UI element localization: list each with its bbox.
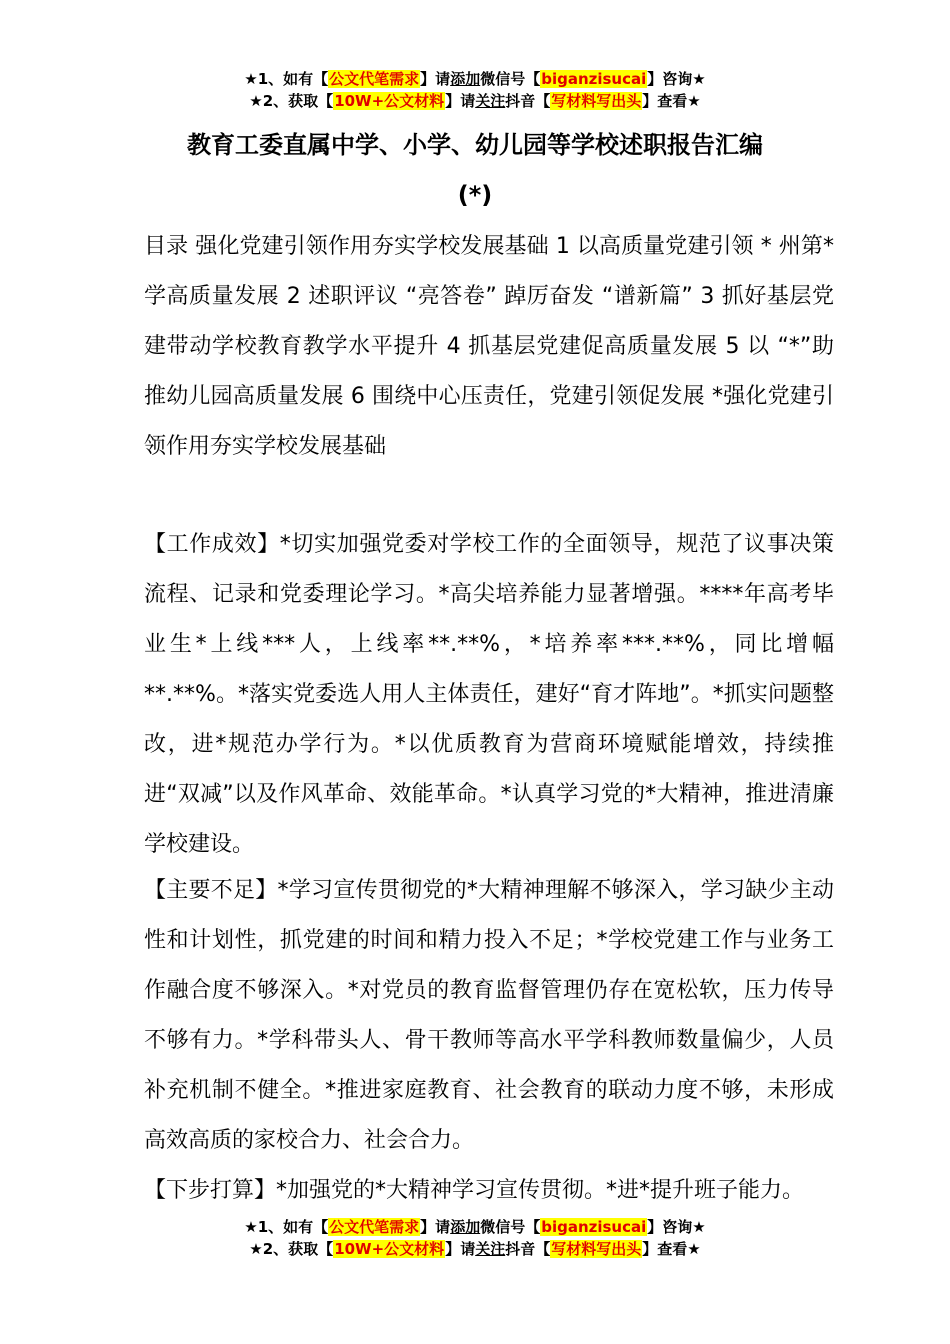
document-title-suffix: (*)	[457, 181, 493, 209]
section-achievements: 【工作成效】*切实加强党委对学校工作的全面领导，规范了议事决策流程、记录和党委理论学习。*高尖培养能力显著增强。****年高考毕业生*上线***人，上线率**.**%，*培养率***.**%，同比增幅**.**%。*落实党委选人用人主体责任，建好“育才阵地”。*抓实问题整改，进*规范办学行为。*以优质教育为营商环境赋能增效，持续推进“双减”以及作风革命、效能革命。*认真学习党的*大精神，推进清廉学校建设。	[144, 532, 834, 857]
promo-highlight: biganzisucai	[541, 70, 647, 88]
promo-text: ★1、如有【	[244, 1218, 329, 1236]
promo-highlight: biganzisucai	[541, 1218, 647, 1236]
promo-text: 】请	[445, 92, 476, 110]
bottom-promo-banner	[0, 1216, 950, 1260]
promo-line-1	[0, 68, 950, 90]
promo-text: 】咨询★	[647, 70, 706, 88]
promo-text: 微信号【	[480, 1218, 541, 1236]
promo-line-2	[0, 1238, 950, 1260]
promo-text: 】查看★	[642, 92, 701, 110]
promo-text: 】查看★	[642, 1240, 701, 1258]
promo-underlined: 添加	[450, 70, 481, 88]
promo-text: 】咨询★	[647, 1218, 706, 1236]
promo-text: 】请	[445, 1240, 476, 1258]
promo-text: ★2、获取【	[249, 92, 334, 110]
promo-underlined: 关注	[475, 1240, 506, 1258]
promo-underlined: 关注	[475, 92, 506, 110]
promo-highlight: 写材料写出头	[551, 92, 642, 110]
promo-text: 微信号【	[480, 70, 541, 88]
table-of-contents: 目录 强化党建引领作用夯实学校发展基础 1 以高质量党建引领 * 州第*学高质量发展 2 述职评议 “亮答卷” 踔厉奋发 “谱新篇” 3 抓好基层党建带动学校教育教学水平提升 4 抓基层党建促高质量发展 5 以 “*”助推幼儿园高质量发展 6 围绕中心压责任，党建引领促发展 *强化党建引领作用夯实学校发展基础	[144, 234, 834, 459]
promo-text: ★1、如有【	[244, 70, 329, 88]
promo-text: 抖音【	[505, 92, 551, 110]
promo-text: 】请	[420, 70, 451, 88]
promo-text: 】请	[420, 1218, 451, 1236]
promo-highlight: 10W+公文材料	[334, 92, 445, 110]
top-promo-banner	[0, 68, 950, 112]
promo-text: 抖音【	[505, 1240, 551, 1258]
promo-highlight: 公文代笔需求	[329, 70, 420, 88]
promo-highlight: 公文代笔需求	[329, 1218, 420, 1236]
section-next-steps: 【下步打算】*加强党的*大精神学习宣传贯彻。*进*提升班子能力。	[144, 1178, 805, 1203]
section-shortcomings: 【主要不足】*学习宣传贯彻党的*大精神理解不够深入，学习缺少主动性和计划性，抓党建的时间和精力投入不足；*学校党建工作与业务工作融合度不够深入。*对党员的教育监督管理仍存在宽松软，压力传导不够有力。*学科带头人、骨干教师等高水平学科教师数量偏少，人员补充机制不健全。*推进家庭教育、社会教育的联动力度不够，未形成高效高质的家校合力、社会合力。	[144, 878, 834, 1153]
promo-line-1	[0, 1216, 950, 1238]
document-title: 教育工委直属中学、小学、幼儿园等学校述职报告汇编	[187, 131, 763, 159]
promo-underlined: 添加	[450, 1218, 481, 1236]
promo-highlight: 10W+公文材料	[334, 1240, 445, 1258]
promo-highlight: 写材料写出头	[551, 1240, 642, 1258]
promo-line-2	[0, 90, 950, 112]
promo-text: ★2、获取【	[249, 1240, 334, 1258]
